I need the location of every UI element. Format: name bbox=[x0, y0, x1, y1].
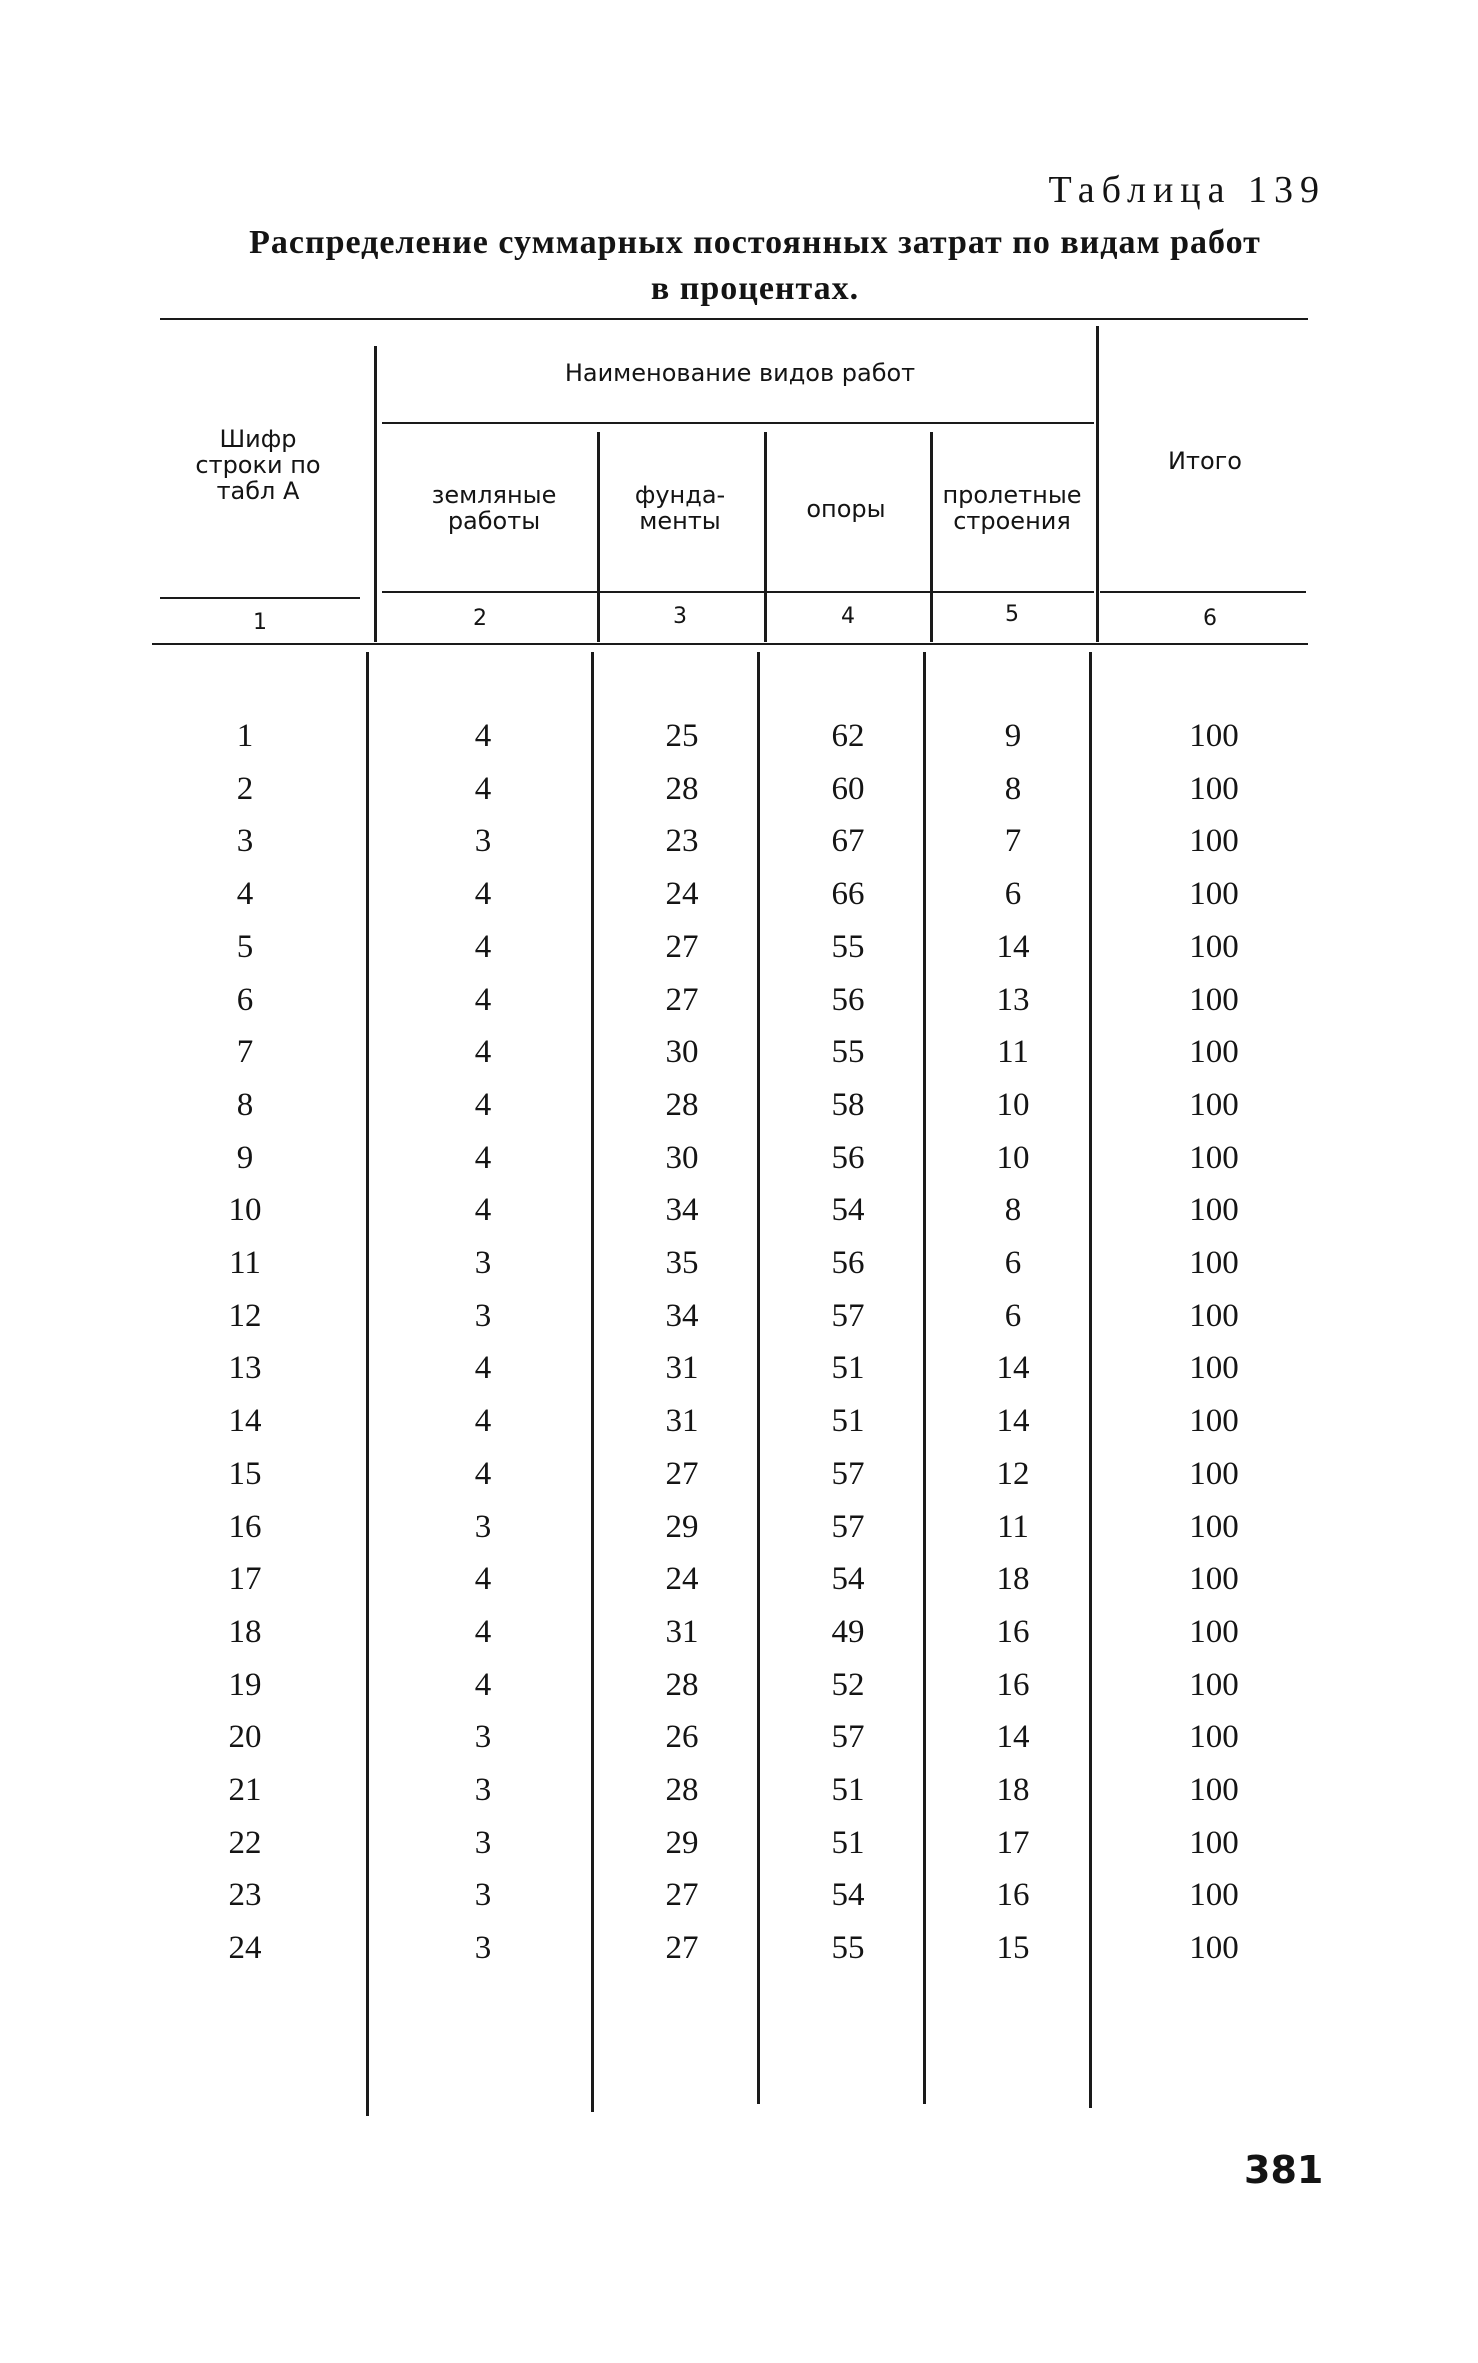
cell-spans: 12 bbox=[996, 1456, 1030, 1492]
cell-supports: 55 bbox=[831, 1930, 865, 1966]
cell-total: 100 bbox=[1189, 1561, 1239, 1597]
header-total: Итого bbox=[1168, 447, 1242, 475]
cell-supports: 56 bbox=[831, 1245, 865, 1281]
cell-spans: 6 bbox=[1004, 876, 1022, 912]
cell-supports: 51 bbox=[831, 1825, 865, 1861]
table-title-line-1: Распределение суммарных постоянных затрат по видам работ bbox=[249, 224, 1261, 261]
cell-earthwork: 3 bbox=[474, 1930, 492, 1966]
column-number-rule bbox=[152, 643, 1308, 645]
cell-earthwork: 4 bbox=[474, 1140, 492, 1176]
cell-row-code: 3 bbox=[236, 823, 254, 859]
cell-spans: 7 bbox=[1004, 823, 1022, 859]
cell-total: 100 bbox=[1189, 1719, 1239, 1755]
cell-total: 100 bbox=[1189, 876, 1239, 912]
cell-foundations: 27 bbox=[665, 929, 699, 965]
column-rule-3-body bbox=[757, 652, 760, 2104]
column-rule-1 bbox=[374, 346, 377, 642]
cell-supports: 56 bbox=[831, 982, 865, 1018]
cell-total: 100 bbox=[1189, 1614, 1239, 1650]
cell-total: 100 bbox=[1189, 982, 1239, 1018]
cell-supports: 55 bbox=[831, 929, 865, 965]
cell-foundations: 27 bbox=[665, 1877, 699, 1913]
column-number-3: 3 bbox=[673, 604, 687, 629]
table-title bbox=[180, 220, 1330, 312]
cell-foundations: 25 bbox=[665, 718, 699, 754]
cell-supports: 57 bbox=[831, 1719, 865, 1755]
cell-foundations: 27 bbox=[665, 982, 699, 1018]
cell-earthwork: 4 bbox=[474, 1561, 492, 1597]
cell-total: 100 bbox=[1189, 771, 1239, 807]
column-rule-3 bbox=[764, 432, 767, 642]
cell-supports: 54 bbox=[831, 1192, 865, 1228]
cell-total: 100 bbox=[1189, 1245, 1239, 1281]
header-spans: пролетные строения bbox=[942, 481, 1082, 535]
cell-total: 100 bbox=[1189, 1087, 1239, 1123]
cell-spans: 14 bbox=[996, 929, 1030, 965]
cell-foundations: 29 bbox=[665, 1825, 699, 1861]
cell-earthwork: 3 bbox=[474, 1509, 492, 1545]
cell-supports: 51 bbox=[831, 1350, 865, 1386]
cell-row-code: 9 bbox=[236, 1140, 254, 1176]
cell-supports: 66 bbox=[831, 876, 865, 912]
cell-total: 100 bbox=[1189, 1192, 1239, 1228]
cell-supports: 62 bbox=[831, 718, 865, 754]
header-bottom-rule-total bbox=[1100, 591, 1306, 593]
cell-total: 100 bbox=[1189, 1403, 1239, 1439]
cell-supports: 54 bbox=[831, 1561, 865, 1597]
cell-foundations: 27 bbox=[665, 1456, 699, 1492]
cell-foundations: 29 bbox=[665, 1509, 699, 1545]
group-rule bbox=[382, 422, 1094, 424]
cell-foundations: 30 bbox=[665, 1034, 699, 1070]
cell-supports: 60 bbox=[831, 771, 865, 807]
cell-total: 100 bbox=[1189, 823, 1239, 859]
cell-spans: 14 bbox=[996, 1719, 1030, 1755]
cell-spans: 10 bbox=[996, 1087, 1030, 1123]
header-bottom-rule-group bbox=[382, 591, 1094, 593]
cell-supports: 52 bbox=[831, 1667, 865, 1703]
cell-earthwork: 3 bbox=[474, 1719, 492, 1755]
cell-total: 100 bbox=[1189, 1930, 1239, 1966]
cell-earthwork: 4 bbox=[474, 771, 492, 807]
cell-row-code: 1 bbox=[236, 718, 254, 754]
cell-total: 100 bbox=[1189, 1667, 1239, 1703]
cell-spans: 13 bbox=[996, 982, 1030, 1018]
cell-total: 100 bbox=[1189, 1877, 1239, 1913]
cell-spans: 10 bbox=[996, 1140, 1030, 1176]
cell-spans: 14 bbox=[996, 1403, 1030, 1439]
cell-supports: 57 bbox=[831, 1456, 865, 1492]
cell-row-code: 24 bbox=[228, 1930, 262, 1966]
cell-row-code: 22 bbox=[228, 1825, 262, 1861]
cell-earthwork: 4 bbox=[474, 982, 492, 1018]
column-rule-5-body bbox=[1089, 652, 1092, 2108]
cell-earthwork: 3 bbox=[474, 1772, 492, 1808]
cell-row-code: 10 bbox=[228, 1192, 262, 1228]
cell-foundations: 35 bbox=[665, 1245, 699, 1281]
column-number-4: 4 bbox=[841, 604, 855, 629]
cell-earthwork: 4 bbox=[474, 929, 492, 965]
cell-row-code: 7 bbox=[236, 1034, 254, 1070]
cell-earthwork: 3 bbox=[474, 1298, 492, 1334]
cell-foundations: 31 bbox=[665, 1350, 699, 1386]
page-number: 381 bbox=[1244, 2148, 1324, 2192]
cell-foundations: 23 bbox=[665, 823, 699, 859]
column-rule-2 bbox=[597, 432, 600, 642]
cell-spans: 18 bbox=[996, 1561, 1030, 1597]
cell-foundations: 31 bbox=[665, 1614, 699, 1650]
header-bottom-rule-col1 bbox=[160, 597, 360, 599]
cell-supports: 67 bbox=[831, 823, 865, 859]
table-title-line-2: в процентах. bbox=[650, 270, 860, 307]
cell-spans: 11 bbox=[997, 1509, 1029, 1545]
cell-row-code: 13 bbox=[228, 1350, 262, 1386]
cell-row-code: 20 bbox=[228, 1719, 262, 1755]
cell-spans: 11 bbox=[997, 1034, 1029, 1070]
cell-total: 100 bbox=[1189, 929, 1239, 965]
cell-foundations: 28 bbox=[665, 1087, 699, 1123]
cell-total: 100 bbox=[1189, 1456, 1239, 1492]
cell-earthwork: 3 bbox=[474, 1245, 492, 1281]
cell-total: 100 bbox=[1189, 1034, 1239, 1070]
cell-spans: 16 bbox=[996, 1877, 1030, 1913]
cell-supports: 55 bbox=[831, 1034, 865, 1070]
cell-supports: 51 bbox=[831, 1772, 865, 1808]
column-rule-5 bbox=[1096, 326, 1099, 642]
cell-spans: 8 bbox=[1004, 771, 1022, 807]
column-number-5: 5 bbox=[1005, 602, 1019, 627]
header-supports: опоры bbox=[806, 495, 886, 523]
cell-supports: 54 bbox=[831, 1877, 865, 1913]
cell-row-code: 6 bbox=[236, 982, 254, 1018]
cell-spans: 18 bbox=[996, 1772, 1030, 1808]
cell-earthwork: 4 bbox=[474, 1403, 492, 1439]
header-earthwork: земляные работы bbox=[431, 481, 557, 535]
cell-row-code: 21 bbox=[228, 1772, 262, 1808]
column-number-6: 6 bbox=[1203, 606, 1217, 631]
column-rule-4 bbox=[930, 432, 933, 642]
cell-earthwork: 4 bbox=[474, 1667, 492, 1703]
cell-foundations: 24 bbox=[665, 1561, 699, 1597]
cell-supports: 49 bbox=[831, 1614, 865, 1650]
cell-foundations: 28 bbox=[665, 771, 699, 807]
cell-row-code: 17 bbox=[228, 1561, 262, 1597]
cell-earthwork: 3 bbox=[474, 1877, 492, 1913]
cell-supports: 58 bbox=[831, 1087, 865, 1123]
column-number-2: 2 bbox=[473, 606, 487, 631]
cell-row-code: 19 bbox=[228, 1667, 262, 1703]
cell-supports: 57 bbox=[831, 1298, 865, 1334]
cell-row-code: 12 bbox=[228, 1298, 262, 1334]
cell-spans: 16 bbox=[996, 1614, 1030, 1650]
cell-row-code: 2 bbox=[236, 771, 254, 807]
cell-total: 100 bbox=[1189, 718, 1239, 754]
cell-total: 100 bbox=[1189, 1350, 1239, 1386]
cell-spans: 8 bbox=[1004, 1192, 1022, 1228]
cell-row-code: 23 bbox=[228, 1877, 262, 1913]
cell-total: 100 bbox=[1189, 1140, 1239, 1176]
column-number-1: 1 bbox=[253, 610, 267, 635]
column-rule-2-body bbox=[591, 652, 594, 2112]
cell-row-code: 5 bbox=[236, 929, 254, 965]
header-row-code: Шифр строки по табл A bbox=[195, 425, 321, 505]
cell-row-code: 18 bbox=[228, 1614, 262, 1650]
header-foundations: фунда- менты bbox=[634, 481, 726, 535]
cell-earthwork: 4 bbox=[474, 1087, 492, 1123]
cell-spans: 14 bbox=[996, 1350, 1030, 1386]
cell-total: 100 bbox=[1189, 1772, 1239, 1808]
cell-spans: 6 bbox=[1004, 1298, 1022, 1334]
cell-earthwork: 4 bbox=[474, 1350, 492, 1386]
table-label: Таблица 139 bbox=[1048, 169, 1326, 211]
header-work-types: Наименование видов работ bbox=[564, 359, 916, 387]
cell-row-code: 4 bbox=[236, 876, 254, 912]
cell-foundations: 34 bbox=[665, 1192, 699, 1228]
cell-earthwork: 4 bbox=[474, 1614, 492, 1650]
cell-spans: 6 bbox=[1004, 1245, 1022, 1281]
cell-row-code: 8 bbox=[236, 1087, 254, 1123]
cell-spans: 16 bbox=[996, 1667, 1030, 1703]
column-rule-4-body bbox=[923, 652, 926, 2104]
cell-supports: 51 bbox=[831, 1403, 865, 1439]
cell-earthwork: 4 bbox=[474, 1456, 492, 1492]
cell-foundations: 28 bbox=[665, 1667, 699, 1703]
cell-supports: 56 bbox=[831, 1140, 865, 1176]
cell-spans: 17 bbox=[996, 1825, 1030, 1861]
cell-foundations: 31 bbox=[665, 1403, 699, 1439]
cell-spans: 15 bbox=[996, 1930, 1030, 1966]
cell-total: 100 bbox=[1189, 1825, 1239, 1861]
top-rule bbox=[160, 318, 1308, 320]
cell-row-code: 16 bbox=[228, 1509, 262, 1545]
cell-total: 100 bbox=[1189, 1509, 1239, 1545]
cell-supports: 57 bbox=[831, 1509, 865, 1545]
cell-foundations: 24 bbox=[665, 876, 699, 912]
cell-earthwork: 4 bbox=[474, 876, 492, 912]
cell-spans: 9 bbox=[1004, 718, 1022, 754]
cell-foundations: 28 bbox=[665, 1772, 699, 1808]
cell-total: 100 bbox=[1189, 1298, 1239, 1334]
cell-foundations: 26 bbox=[665, 1719, 699, 1755]
cell-earthwork: 4 bbox=[474, 1034, 492, 1070]
cell-earthwork: 4 bbox=[474, 1192, 492, 1228]
cell-earthwork: 3 bbox=[474, 1825, 492, 1861]
column-rule-1-body bbox=[366, 652, 369, 2116]
cell-foundations: 30 bbox=[665, 1140, 699, 1176]
cell-row-code: 11 bbox=[229, 1245, 261, 1281]
cell-row-code: 14 bbox=[228, 1403, 262, 1439]
cell-row-code: 15 bbox=[228, 1456, 262, 1492]
cell-earthwork: 3 bbox=[474, 823, 492, 859]
cell-earthwork: 4 bbox=[474, 718, 492, 754]
cell-foundations: 27 bbox=[665, 1930, 699, 1966]
cell-foundations: 34 bbox=[665, 1298, 699, 1334]
